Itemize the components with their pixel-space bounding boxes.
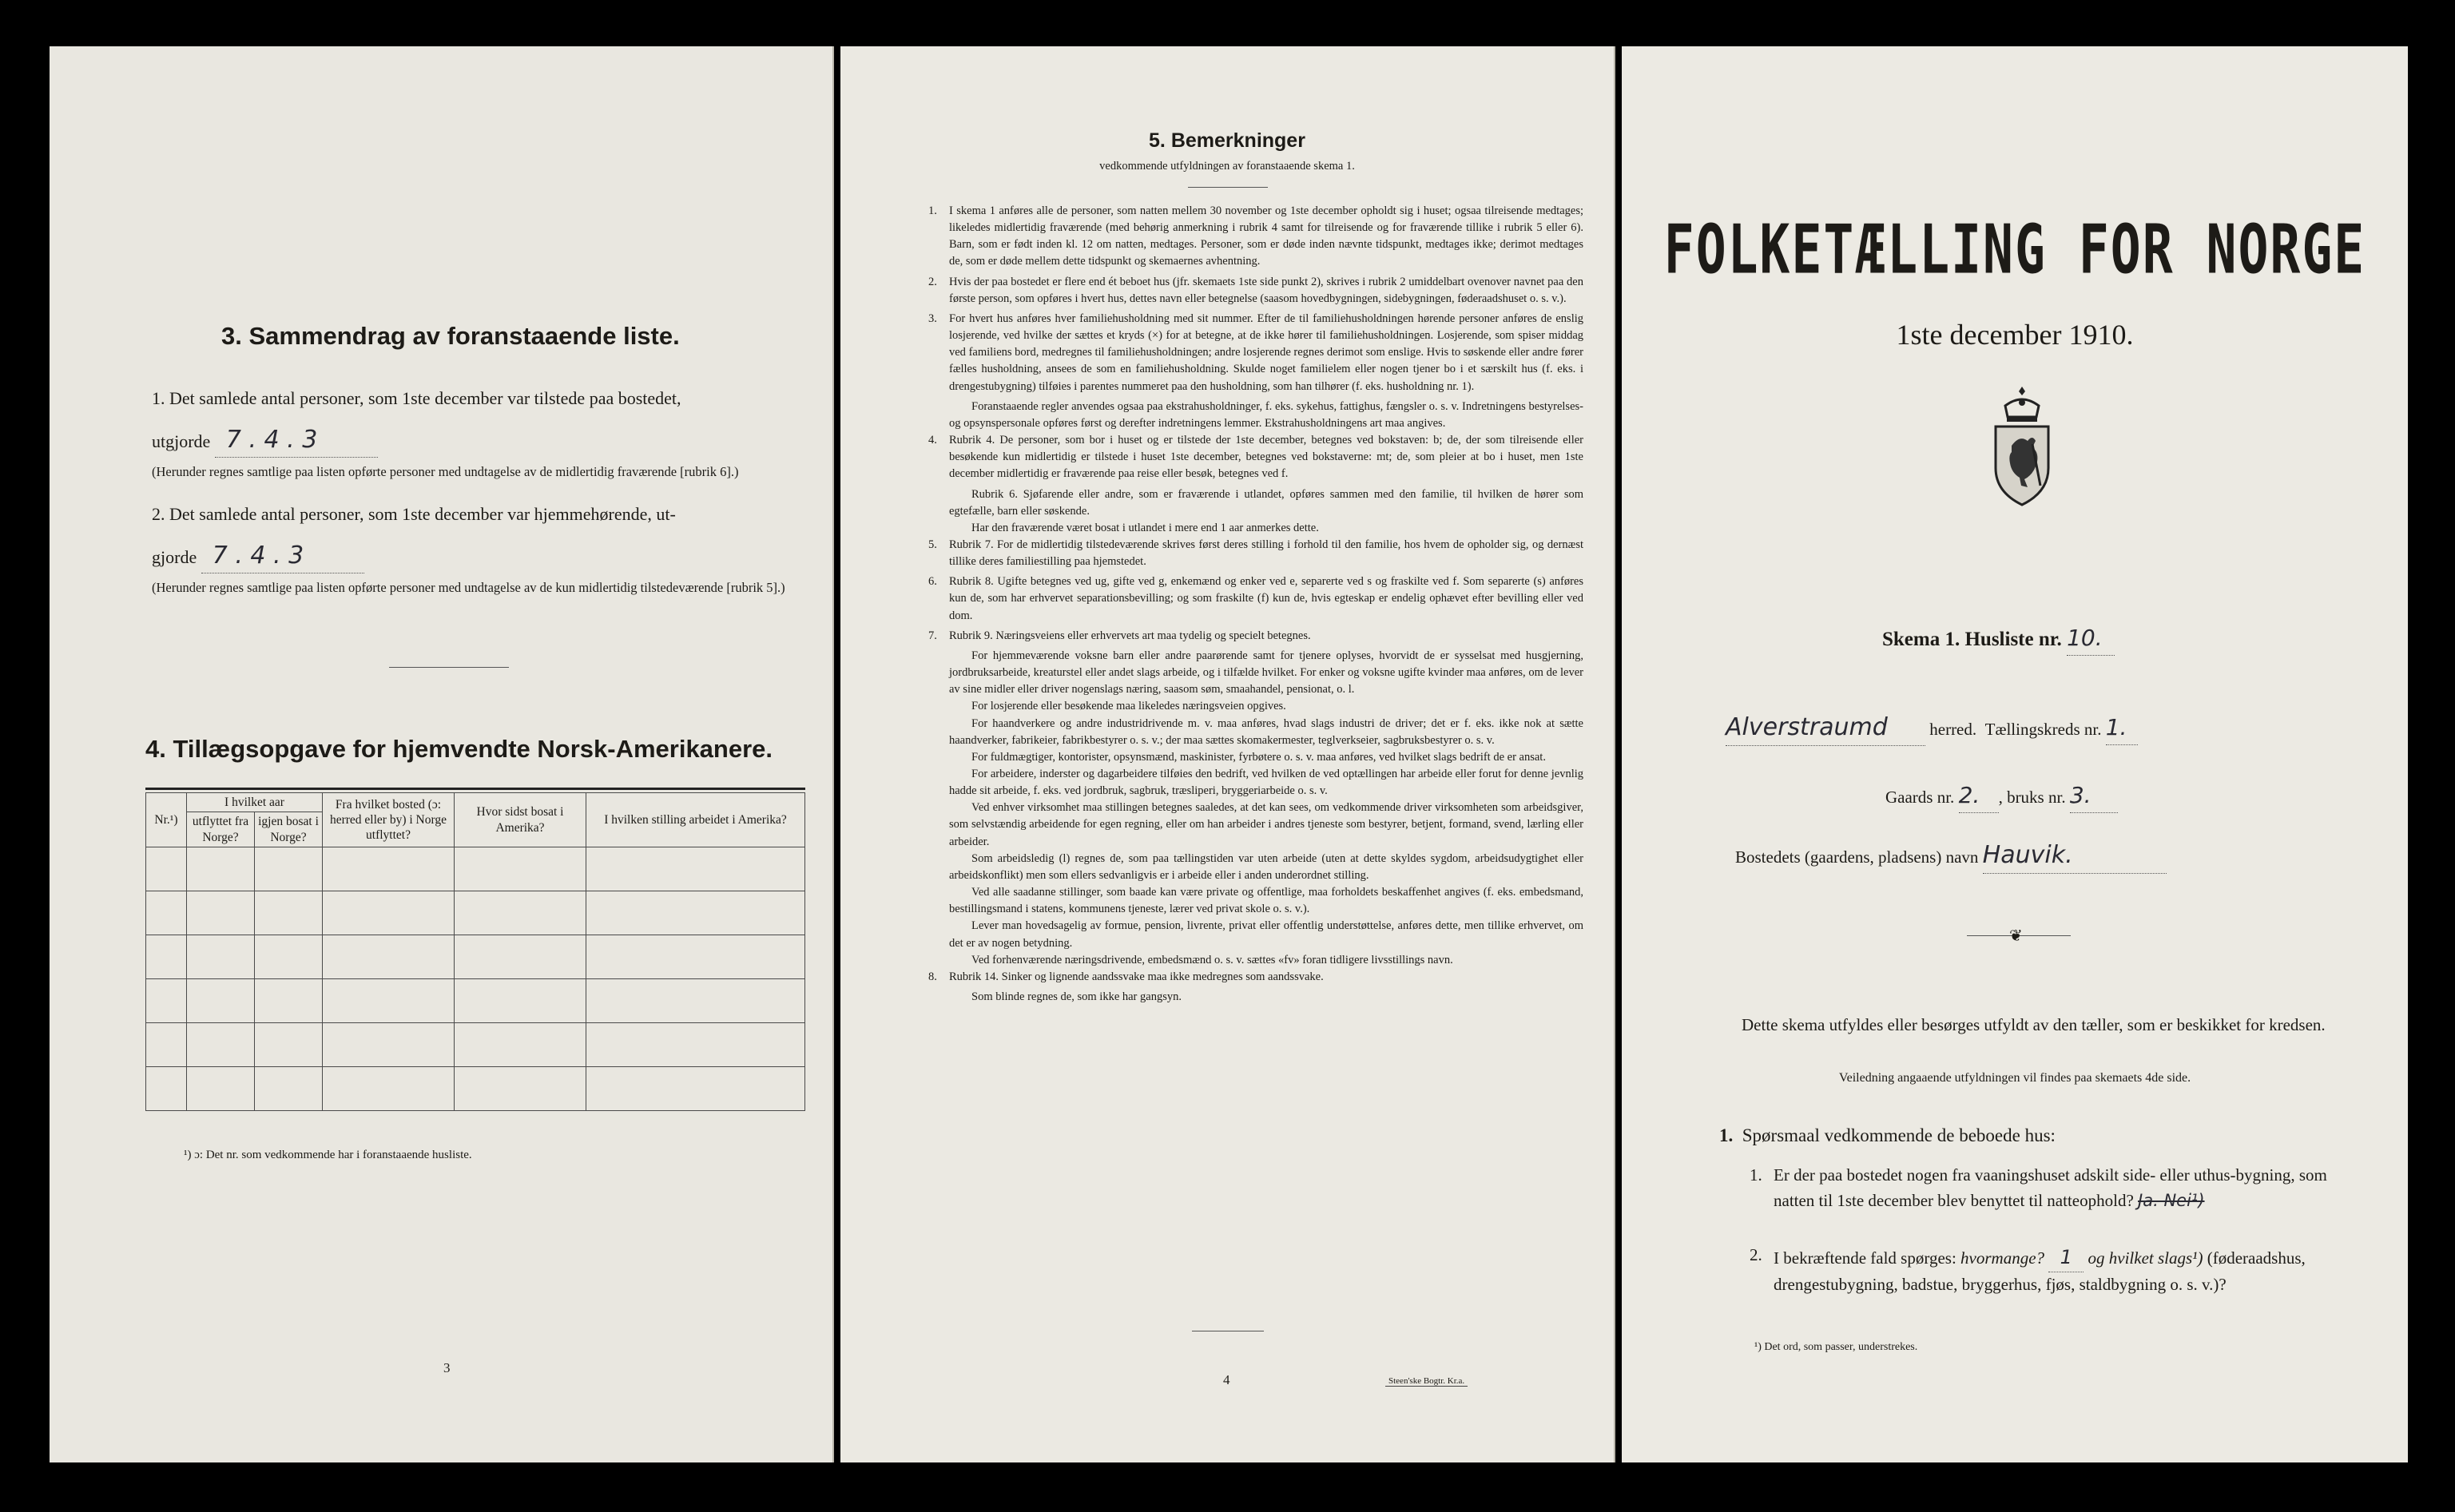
remark-paragraph: Har den fraværende været bosat i utlandet i mere end 1 aar anmerkes dette. (971, 521, 1319, 534)
remark-paragraph: Som blinde regnes de, som ikke har gangsyn. (971, 990, 1182, 1004)
table-footnote: ¹) ɔ: Det nr. som vedkommende har i foranstaaende husliste. (184, 1149, 472, 1161)
herred-label: herred. (1929, 720, 1977, 739)
page-number: 3 (443, 1360, 451, 1375)
remark-body (949, 628, 1583, 969)
remark-paragraph: For arbeidere, inderster og dagarbeidere tilføies den bedrift, ved hvilken de ved optællingen har arbeide eller forut for denne jevnlig hadde sit arbeide, f. eks. ved jordbruk, sagbruk, træsliperi, bryggeriarbeide o. s. v. (949, 768, 1583, 798)
remark-paragraph: I skema 1 anføres alle de personer, som natten mellem 30 november og 1ste december opholdt sig i huset; ogsaa tilreisende medtages; likeledes midlertidig fraværende (med behørig anmerkning i rubrik 4 samt for tilreisende og for fraværende tillike i rubrik 5 eller 6). Barn, som er født inden kl. 12 om natten, medtages. Personer, som er døde inden nævnte tidspunkt, medtages ikke; derimot medtages de, som er døde mellem dette tidspunkt og skemaernes avhentning. (949, 204, 1583, 268)
remark-item (928, 537, 1583, 573)
herred-line (1726, 709, 2138, 746)
gaards-label: Gaards nr. (1885, 788, 1955, 807)
bosted-value: Hauvik. (1983, 837, 2167, 874)
bruks-label: , bruks nr. (1998, 788, 2066, 807)
remark-paragraph: Rubrik 8. Ugifte betegnes ved ug, gifte ved g, enkemænd og enker ved e, separerte ved s og fraskilte ved f. Som separerte (s) anføres kun de, som har erhvervet separationsbevilling; og som fraskilte (f) kun de, hvis egteskap er endelig ophævet efter bevilling eller ved dom. (949, 575, 1583, 622)
remark-item (928, 969, 1583, 1006)
remarks-subheading: vedkommende utfyldningen av foranstaaende skema 1. (1099, 160, 1355, 173)
remark-paragraph: Foranstaaende regler anvendes ogsaa paa ekstrahusholdninger, f. eks. sykehus, fattighus, fængsler o. s. v. Indretningens bestyrelses- og opsynspersonale opføres først og derefter indretningens lemmer. Ekstrahusholdningens art maa angives. (949, 399, 1583, 430)
table-row (146, 891, 805, 935)
section-4-heading: 4. Tillægsopgave for hjemvendte Norsk-Amerikanere. (145, 735, 773, 763)
questions-heading (1719, 1122, 2056, 1150)
question-1-text: Er der paa bostedet nogen fra vaaningshuset adskilt side- eller uthus-bygning, som natten til 1ste december blev benyttet til natteophold? (1774, 1165, 2327, 1210)
summary-item-2-note: (Herunder regnes samtlige paa listen opførte personer med undtagelse av de kun midlertidig tilstedeværende [rubrik 5].) (152, 580, 785, 596)
questions-heading-num: 1. (1719, 1125, 1734, 1145)
question-2-body (1774, 1243, 2369, 1298)
col-year-group: I hvilket aar (187, 793, 323, 812)
kreds-label: Tællingskreds nr. (1984, 720, 2102, 739)
remark-paragraph: For haandverkere og andre industridrivende m. v. maa anføres, hvad slags industri de driver; det er f. eks. ikke nok at sætte haandverker, fabrikeier, fabrikbestyrer o. s. v.; der maa sættes skomakermester, teglverkseier, sagbruksbestyrer o. s. v. (949, 716, 1583, 747)
remark-number: 8. (928, 970, 937, 983)
question-2-text-d: (føderaadshus, drengestubygning, badstue, bryggerhus, fjøs, staldbygning o. s. v.)? (1774, 1248, 2306, 1294)
bruks-value: 3. (2070, 779, 2118, 813)
question-1-body (1774, 1163, 2369, 1213)
questions-heading-text: Spørsmaal vedkommende de beboede hus: (1742, 1125, 2056, 1145)
remark-number: 7. (928, 629, 937, 642)
remark-paragraph: Rubrik 9. Næringsveiens eller erhvervets art maa tydelig og specielt betegnes. (949, 629, 1311, 642)
remark-paragraph: Rubrik 7. For de midlertidig tilstedeværende skrives først deres stilling i forhold til den familie, hos hvem de opholder sig, og dernæst tillike deres familiestilling paa hjemstedet. (949, 538, 1583, 569)
remark-paragraph: Rubrik 4. De personer, som bor i huset og er tilstede der 1ste december, betegnes ved bokstaven: b; de, der som tilreisende eller besøkende kun midlertidig er tilstede i huset 1ste december, betegnes ved bokstaverne: mt; de, som pleier at bo i huset, men 1ste december midlertidig er fraværende paa reise eller besøk, betegnes ved f. (949, 434, 1583, 481)
summary-item-1 (152, 386, 807, 481)
instruction-text: Dette skema utfyldes eller besørges utfyldt av den tæller, som er beskikket for kredsen. (1742, 1015, 2326, 1034)
table-row (146, 1067, 805, 1111)
summary-item-2 (152, 502, 807, 597)
col-where: Hvor sidst bosat i Amerika? (455, 793, 586, 847)
summary-item-1-label: utgjorde (152, 431, 211, 451)
remark-item (928, 573, 1583, 627)
divider (389, 667, 509, 668)
remark-item (928, 274, 1583, 311)
question-2-text-a: I bekræftende fald spørges: (1774, 1248, 1956, 1268)
summary-item-2-value: 7 . 4 . 3 (201, 538, 364, 574)
remark-paragraph: For losjerende eller besøkende maa likeledes næringsveien opgives. (971, 700, 1286, 713)
remark-item (928, 432, 1583, 537)
ornament-icon: ❦ (2009, 927, 2023, 945)
remark-paragraph: Ved alle saadanne stillinger, som baade kan være private og offentlige, maa forholdets beskaffenhet angives (f. eks. embedsmand, bestillingsmand i statens, kommunens tjeneste, lærer ved privat skole o. s. v.). (949, 886, 1583, 916)
husliste-nr-value: 10. (2067, 621, 2115, 656)
summary-item-2-text: 2. Det samlede antal personer, som 1ste december var hjemmehørende, ut- (152, 504, 676, 524)
question-2-text-b: hvormange? (1960, 1248, 2045, 1268)
remark-paragraph: For hjemmeværende voksne barn eller andre paarørende samt for tjenere oplyses, hvorvidt de er sysselsat med husgjerning, jordbruksarbeide, kreaturstel eller andet slags arbeide, og i tilfælde hvilket. For enker og voksne ugifte kvinder maa anføres, om de lever av sine midler eller driver nogenslags næring, saasom søm, smaahandel, pensionat, o. l. (949, 649, 1583, 696)
question-2 (1750, 1243, 2369, 1298)
remark-body (949, 537, 1583, 573)
page-3-summary (50, 46, 834, 1462)
remark-body (949, 274, 1583, 311)
remark-paragraph: Rubrik 6. Sjøfarende eller andre, som er fraværende i utlandet, opføres sammen med den familie, til hvilken de hører som egtefælle, barn eller søskende. (949, 487, 1583, 518)
remark-body (949, 311, 1583, 432)
remark-paragraph: Rubrik 14. Sinker og lignende aandssvake maa ikke medregnes som aandssvake. (949, 970, 1324, 983)
remark-paragraph: Ved forhenværende næringsdrivende, embedsmænd o. s. v. sættes «fv» foran tidligere livsstillings navn. (971, 953, 1453, 966)
table-row (146, 935, 805, 979)
question-1-num: 1. (1750, 1165, 1762, 1185)
kreds-value: 1. (2106, 711, 2138, 745)
bosted-line (1735, 837, 2167, 874)
remark-body (949, 432, 1583, 537)
table-row (146, 1023, 805, 1067)
remark-item (928, 311, 1583, 432)
summary-item-1-text: 1. Det samlede antal personer, som 1ste december var tilstede paa bostedet, (152, 388, 681, 408)
instruction-note: Veiledning angaaende utfyldningen vil findes paa skemaets 4de side. (1838, 1071, 2191, 1085)
remark-number: 4. (928, 434, 937, 447)
form-date: 1ste december 1910. (1896, 319, 2134, 351)
table-row (146, 847, 805, 891)
bosted-label: Bostedets (gaardens, pladsens) navn (1735, 847, 1979, 867)
remark-paragraph: Hvis der paa bostedet er flere end ét beboet hus (jfr. skemaets 1ste side punkt 2), skrives i rubrik 2 umiddelbart ovenover navnet paa den første person, som opføres i hvert hus, dettes navn eller betegnelse (saasom hovedbygningen, sidebygningen, føderaadshuset o. s. v.). (949, 275, 1583, 305)
gaards-line (1885, 779, 2118, 813)
summary-item-1-note: (Herunder regnes samtlige paa listen opførte personer med undtagelse av de midlertidig fraværende [rubrik 6].) (152, 464, 739, 480)
norsk-amerikanere-table (145, 792, 805, 1111)
question-2-num: 2. (1750, 1245, 1762, 1264)
remarks-heading: 5. Bemerkninger (1149, 129, 1305, 152)
col-nr: Nr.¹) (146, 793, 187, 847)
remarks-list (928, 203, 1583, 1006)
remark-number: 5. (928, 538, 937, 551)
divider (1188, 187, 1268, 188)
gaards-value: 2. (1959, 779, 1999, 813)
question-2-count: 1 (2048, 1243, 2084, 1272)
remark-number: 6. (928, 575, 937, 589)
col-returned: igjen bosat i Norge? (255, 812, 323, 847)
remark-number: 3. (928, 312, 937, 325)
remark-body (949, 203, 1583, 274)
schema-label: Skema 1. Husliste nr. (1882, 629, 2062, 650)
schema-line (1882, 621, 2115, 656)
remark-paragraph: For hvert hus anføres hver familiehusholdning med sit nummer. Efter de til familiehusholdningen hørende personer anføres de enslig losjerende, ved hvilke der sættes et kryds (×) for at betegne, at de ikke hører til familiehusholdningen. Losjerende, som spiser middag ved familiens bord, medregnes til familiehusholdningen; andre losjerende regnes derimot som enslige. Hvis to søskende eller andre fører fælles husholdning, ansees de som en familiehusholdning. Skulde noget familielem eller nogen tjener bo i et særskilt hus (f. eks. i drengestubygning) tilføies i parentes nummeret paa den husholdning, som han tilhører (f. eks. husholdning nr. 1). (949, 312, 1583, 393)
summary-item-1-value: 7 . 4 . 3 (215, 423, 378, 458)
col-from: Fra hvilket bosted (ɔ: herred eller by) i Norge utflyttet? (323, 793, 455, 847)
col-position: I hvilken stilling arbeidet i Amerika? (586, 793, 805, 847)
section-3-heading: 3. Sammendrag av foranstaaende liste. (221, 322, 680, 350)
remark-number: 2. (928, 275, 937, 288)
remark-paragraph: Som arbeidsledig (l) regnes de, som paa tællingstiden var uten arbeide (uten at dette skyldes sygdom, arbeidsudygtighet eller arbeidskonflikt) men som ellers sedvanligvis er i arbeide eller i anden underordnet stilling. (949, 851, 1583, 882)
remark-item (928, 203, 1583, 274)
question-1 (1750, 1163, 2369, 1213)
summary-item-2-label: gjorde (152, 546, 197, 567)
printer-imprint: Steen'ske Bogtr. Kr.a. (1385, 1376, 1468, 1387)
table-row (146, 979, 805, 1023)
page-1-cover (1622, 46, 2408, 1462)
coat-of-arms-icon (1988, 382, 2056, 510)
herred-value: Alverstraumd (1726, 709, 1925, 746)
remark-paragraph: For fuldmægtiger, kontorister, opsynsmænd, maskinister, fyrbøtere o. s. v. maa anføres, ved hvilket slags bedrift de er ansat. (971, 750, 1546, 764)
question-2-text-c: og hvilket slags¹) (2088, 1248, 2203, 1268)
remark-body (949, 969, 1583, 1006)
remark-paragraph: Ved enhver virksomhet maa stillingen betegnes saaledes, at det kan sees, om vedkommende driver virksomheten som arbeidsgiver, som selvstændig arbeidende for egen regning, eller om han arbeider i andres tjeneste som bestyrer, betjent, formand, svend, lærling eller arbeider. (949, 801, 1583, 848)
page-4-remarks (840, 46, 1615, 1462)
col-emigrated: utflyttet fra Norge? (187, 812, 255, 847)
remark-paragraph: Lever man hovedsagelig av formue, pension, livrente, privat eller offentlig understøttelse, anføres dette, men tillike erhvervet, om det er av nogen betydning. (949, 919, 1583, 950)
page-number: 4 (1223, 1372, 1230, 1387)
question-1-answer: Ja. Nei¹) (2138, 1190, 2205, 1210)
remark-body (949, 573, 1583, 627)
remark-number: 1. (928, 204, 937, 217)
form-title: FOLKETÆLLING FOR NORGE (1663, 210, 2366, 289)
cover-footnote: ¹) Det ord, som passer, understrekes. (1754, 1341, 1918, 1353)
table-top-rule (145, 788, 805, 790)
remark-item (928, 628, 1583, 969)
